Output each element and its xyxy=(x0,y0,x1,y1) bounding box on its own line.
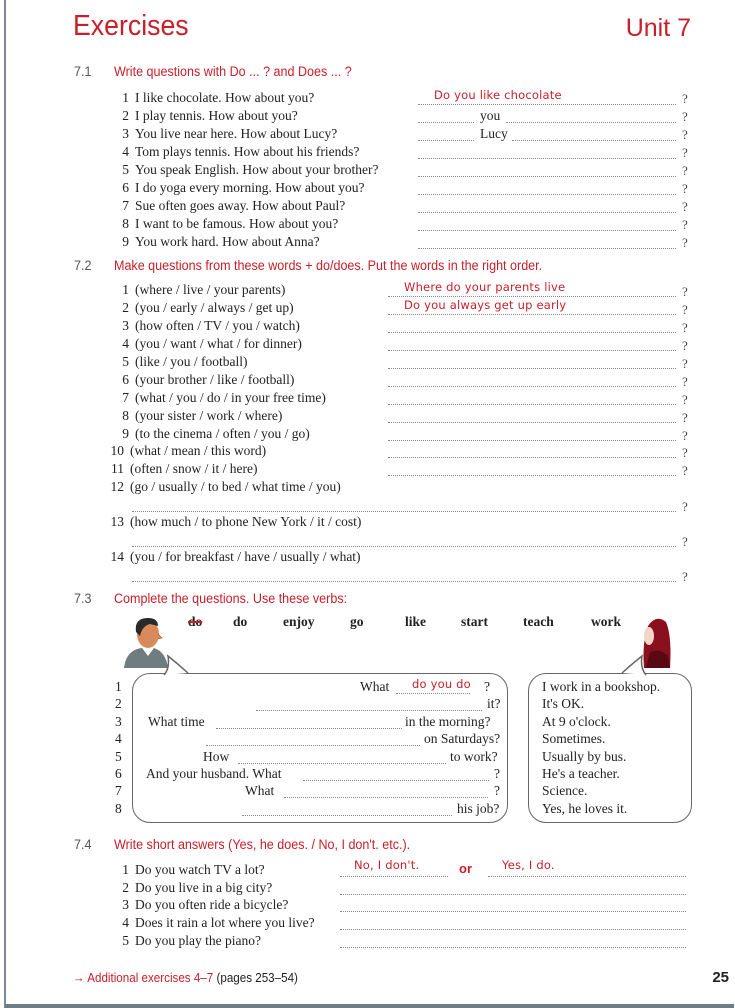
item-prompt: You live near here. How about Lucy? xyxy=(135,126,338,141)
question-mark: ? xyxy=(682,374,688,389)
item-number: 2 xyxy=(122,879,129,895)
question-row xyxy=(117,281,285,298)
answer-blank[interactable] xyxy=(238,749,446,764)
reply-text: Science. xyxy=(542,783,588,799)
item-number: 12 xyxy=(110,479,124,494)
question-mark: ? xyxy=(682,284,688,299)
verb-option: go xyxy=(350,614,364,629)
item-prompt: (your brother / like / football) xyxy=(135,372,295,387)
item-number: 3 xyxy=(122,318,129,333)
question-end: ? xyxy=(494,766,500,781)
answer-blank[interactable] xyxy=(418,126,474,141)
item-number: 8 xyxy=(122,216,129,231)
item-prompt: You work hard. How about Anna? xyxy=(135,234,320,249)
item-prompt: (your sister / work / where) xyxy=(135,408,283,423)
item-number: 1 xyxy=(122,282,129,297)
question-row xyxy=(117,215,338,232)
question-row xyxy=(117,89,314,106)
item-prompt: Sue often goes away. How about Paul? xyxy=(135,198,346,213)
handwritten-answer: Do you like chocolate xyxy=(434,88,562,102)
footer-link-text[interactable]: Additional exercises 4–7 xyxy=(87,971,214,985)
question-row xyxy=(117,299,294,316)
handwritten-answer: Yes, I do. xyxy=(502,858,555,872)
question-row xyxy=(117,425,310,442)
question-mark: ? xyxy=(682,145,688,160)
answer-blank[interactable] xyxy=(388,390,676,405)
answer-blank[interactable] xyxy=(418,216,676,231)
question-row xyxy=(117,107,298,124)
reply-text: At 9 o'clock. xyxy=(542,713,611,729)
section-number: 7.3 xyxy=(74,591,92,606)
additional-exercises-link[interactable] xyxy=(73,971,298,985)
answer-blank[interactable] xyxy=(206,731,420,746)
answer-blank[interactable] xyxy=(132,497,676,512)
question-row xyxy=(117,179,364,196)
question-row xyxy=(117,879,272,896)
question-mark: ? xyxy=(682,235,688,250)
item-number: 7 xyxy=(122,198,129,213)
question-mark: ? xyxy=(682,181,688,196)
question-mark: ? xyxy=(682,499,688,514)
prompt-word: you xyxy=(480,108,501,123)
item-number: 6 xyxy=(122,180,129,195)
item-number: 9 xyxy=(122,426,129,441)
verb-option: teach xyxy=(523,614,554,629)
answer-blank[interactable] xyxy=(132,532,676,547)
answer-blank[interactable] xyxy=(132,567,676,582)
item-number: 10 xyxy=(110,443,124,458)
item-prompt: (you / want / what / for dinner) xyxy=(135,336,302,351)
verb-option: do xyxy=(233,614,248,629)
answer-blank[interactable] xyxy=(256,696,482,711)
bubble-tail xyxy=(162,654,192,676)
section-instruction: Write short answers (Yes, he does. / No, I don't. etc.). xyxy=(113,837,411,852)
question-row xyxy=(117,197,345,214)
verb-option: enjoy xyxy=(283,614,315,629)
item-number: 3 xyxy=(122,126,129,141)
item-prompt: Does it rain a lot where you live? xyxy=(135,915,315,931)
item-prompt: (you / early / always / get up) xyxy=(135,300,294,315)
item-prompt: (you / for breakfast / have / usually / what) xyxy=(130,549,361,564)
question-row xyxy=(108,513,361,530)
question-mark: ? xyxy=(682,410,688,425)
question-row xyxy=(117,353,247,370)
item-number: 6 xyxy=(115,766,122,781)
question-row xyxy=(117,389,326,406)
question-start: What xyxy=(245,783,275,799)
section-instruction: Make questions from these words + do/does. Put the words in the right order. xyxy=(113,258,543,273)
section-instruction: Write questions with Do ... ? and Does ... ? xyxy=(113,64,352,79)
prompt-word: Lucy xyxy=(480,126,508,141)
item-prompt: You speak English. How about your brother? xyxy=(135,162,379,177)
question-start: What time xyxy=(148,713,205,729)
section-7-4-heading xyxy=(74,837,410,852)
question-end: to work? xyxy=(450,748,498,764)
answer-blank[interactable] xyxy=(303,766,489,781)
answer-blank[interactable] xyxy=(216,714,402,729)
item-number: 2 xyxy=(115,696,122,712)
item-number: 14 xyxy=(110,549,124,564)
question-start: How xyxy=(203,748,230,764)
section-7-2-heading xyxy=(74,258,542,273)
page-title: Exercises xyxy=(73,10,189,42)
item-number: 5 xyxy=(115,748,122,764)
item-prompt: Do you live in a big city? xyxy=(135,879,273,895)
question-row xyxy=(108,442,266,459)
item-number: 3 xyxy=(122,897,129,913)
item-number: 2 xyxy=(122,300,129,315)
item-prompt: Do you watch TV a lot? xyxy=(135,862,265,877)
item-prompt: (where / live / your parents) xyxy=(135,282,286,297)
question-mark: ? xyxy=(682,356,688,371)
question-row xyxy=(117,861,265,878)
item-prompt: (like / you / football) xyxy=(135,354,248,369)
question-end: ? xyxy=(494,783,500,799)
question-mark: ? xyxy=(682,463,688,478)
handwritten-answer: Do you always get up early xyxy=(404,298,567,312)
answer-blank[interactable] xyxy=(284,783,488,798)
answer-blank[interactable] xyxy=(388,408,676,423)
question-mark: ? xyxy=(682,445,688,460)
item-prompt: (what / you / do / in your free time) xyxy=(135,390,326,405)
item-prompt: I do yoga every morning. How about you? xyxy=(135,180,365,195)
answer-blank[interactable] xyxy=(340,897,686,912)
item-prompt: (how much / to phone New York / it / cost) xyxy=(130,514,362,529)
item-prompt: I play tennis. How about you? xyxy=(135,108,298,123)
answer-blank[interactable] xyxy=(418,198,676,213)
question-start: And your husband. What xyxy=(146,766,282,781)
item-prompt: Do you play the piano? xyxy=(135,932,261,948)
question-row xyxy=(117,143,359,160)
answer-blank[interactable] xyxy=(388,372,676,387)
item-number: 4 xyxy=(122,915,129,931)
answer-blank[interactable] xyxy=(340,880,686,895)
answer-blank[interactable] xyxy=(242,801,452,816)
question-mark: ? xyxy=(682,302,688,317)
answer-blank[interactable] xyxy=(388,461,676,476)
question-start: What xyxy=(360,679,390,694)
question-end: his job? xyxy=(457,800,500,816)
question-row xyxy=(117,335,302,352)
verb-option: like xyxy=(405,614,427,629)
reply-text: Yes, he loves it. xyxy=(542,800,628,816)
item-prompt: Tom plays tennis. How about his friends? xyxy=(135,144,360,159)
answer-blank[interactable] xyxy=(388,426,676,441)
item-number: 5 xyxy=(122,932,129,948)
arrow-icon: → xyxy=(73,971,85,985)
item-number: 3 xyxy=(115,713,122,729)
section-instruction: Complete the questions. Use these verbs: xyxy=(113,591,348,606)
handwritten-answer: do you do xyxy=(412,677,471,691)
answer-blank[interactable] xyxy=(512,126,676,141)
answer-blank[interactable] xyxy=(418,234,676,249)
question-row xyxy=(108,548,361,565)
page-number: 25 xyxy=(712,969,729,986)
question-mark: ? xyxy=(682,199,688,214)
question-mark: ? xyxy=(682,428,688,443)
question-mark: ? xyxy=(682,320,688,335)
question-row xyxy=(117,233,320,250)
answer-blank[interactable] xyxy=(418,144,676,159)
question-mark: ? xyxy=(682,569,688,584)
item-prompt: I want to be famous. How about you? xyxy=(135,216,339,231)
item-number: 1 xyxy=(115,679,122,694)
question-mark: ? xyxy=(682,217,688,232)
reply-text: He's a teacher. xyxy=(542,766,620,781)
item-number: 5 xyxy=(122,162,129,177)
item-prompt: (to the cinema / often / you / go) xyxy=(135,426,310,441)
answer-blank[interactable] xyxy=(418,162,676,177)
item-number: 4 xyxy=(122,144,129,159)
reply-text: I work in a bookshop. xyxy=(542,679,661,694)
section-number: 7.1 xyxy=(74,64,92,79)
question-mark: ? xyxy=(682,109,688,124)
item-number: 8 xyxy=(122,408,129,423)
question-mark: ? xyxy=(682,534,688,549)
handwritten-answer: No, I don't. xyxy=(354,858,420,872)
crossed-out-verb: do xyxy=(188,614,203,629)
answer-blank[interactable] xyxy=(418,108,474,123)
item-prompt: (what / mean / this word) xyxy=(130,443,267,458)
item-prompt: I like chocolate. How about you? xyxy=(135,90,315,105)
item-number: 7 xyxy=(122,390,129,405)
answer-blank[interactable] xyxy=(388,336,676,351)
item-prompt: (often / snow / it / here) xyxy=(130,461,258,476)
section-number: 7.2 xyxy=(74,258,92,273)
answer-blank[interactable] xyxy=(340,915,686,930)
question-row xyxy=(117,896,288,913)
section-7-3-heading xyxy=(74,591,347,606)
answer-blank[interactable] xyxy=(388,318,676,333)
item-number: 1 xyxy=(122,90,129,105)
unit-label: Unit 7 xyxy=(625,14,691,42)
question-row xyxy=(117,932,261,949)
question-row xyxy=(117,125,337,142)
question-end: in the morning? xyxy=(405,713,491,729)
question-row xyxy=(117,317,300,334)
item-number: 9 xyxy=(122,234,129,249)
question-row xyxy=(117,914,315,931)
question-end: on Saturdays? xyxy=(424,731,501,747)
answer-blank[interactable] xyxy=(340,933,686,948)
section-7-1-heading xyxy=(74,64,352,79)
question-mark: ? xyxy=(682,127,688,142)
reply-text: Sometimes. xyxy=(542,731,606,747)
bubble-tail xyxy=(618,654,648,676)
footer-pages: (pages 253–54) xyxy=(216,971,298,985)
question-row xyxy=(108,460,257,477)
item-prompt: (how often / TV / you / watch) xyxy=(135,318,300,333)
question-row xyxy=(117,407,282,424)
question-mark: ? xyxy=(682,392,688,407)
item-number: 4 xyxy=(115,731,122,747)
item-number: 8 xyxy=(115,800,122,816)
question-end: ? xyxy=(484,679,490,694)
question-mark: ? xyxy=(682,338,688,353)
reply-text: Usually by bus. xyxy=(542,748,627,764)
item-number: 6 xyxy=(122,372,129,387)
question-mark: ? xyxy=(682,91,688,106)
item-number: 4 xyxy=(122,336,129,351)
question-end: it? xyxy=(487,696,501,712)
section-number: 7.4 xyxy=(74,837,92,852)
item-number: 13 xyxy=(110,514,124,529)
question-row xyxy=(117,161,378,178)
answer-blank[interactable] xyxy=(506,108,676,123)
question-row xyxy=(108,478,341,495)
item-prompt: Do you often ride a bicycle? xyxy=(135,897,289,913)
item-number: 2 xyxy=(122,108,129,123)
answer-blank[interactable] xyxy=(418,180,676,195)
item-number: 11 xyxy=(111,461,124,476)
reply-text: It's OK. xyxy=(542,696,585,712)
item-number: 5 xyxy=(122,354,129,369)
verb-option: start xyxy=(461,614,488,629)
verb-option: work xyxy=(591,614,621,629)
item-prompt: (go / usually / to bed / what time / you) xyxy=(130,479,341,494)
item-number: 1 xyxy=(122,862,129,877)
answer-blank[interactable] xyxy=(388,443,676,458)
or-label: or xyxy=(459,861,472,876)
answer-blank[interactable] xyxy=(388,354,676,369)
handwritten-answer: Where do your parents live xyxy=(404,280,566,294)
question-row xyxy=(117,371,294,388)
item-number: 7 xyxy=(115,783,122,799)
question-mark: ? xyxy=(682,163,688,178)
